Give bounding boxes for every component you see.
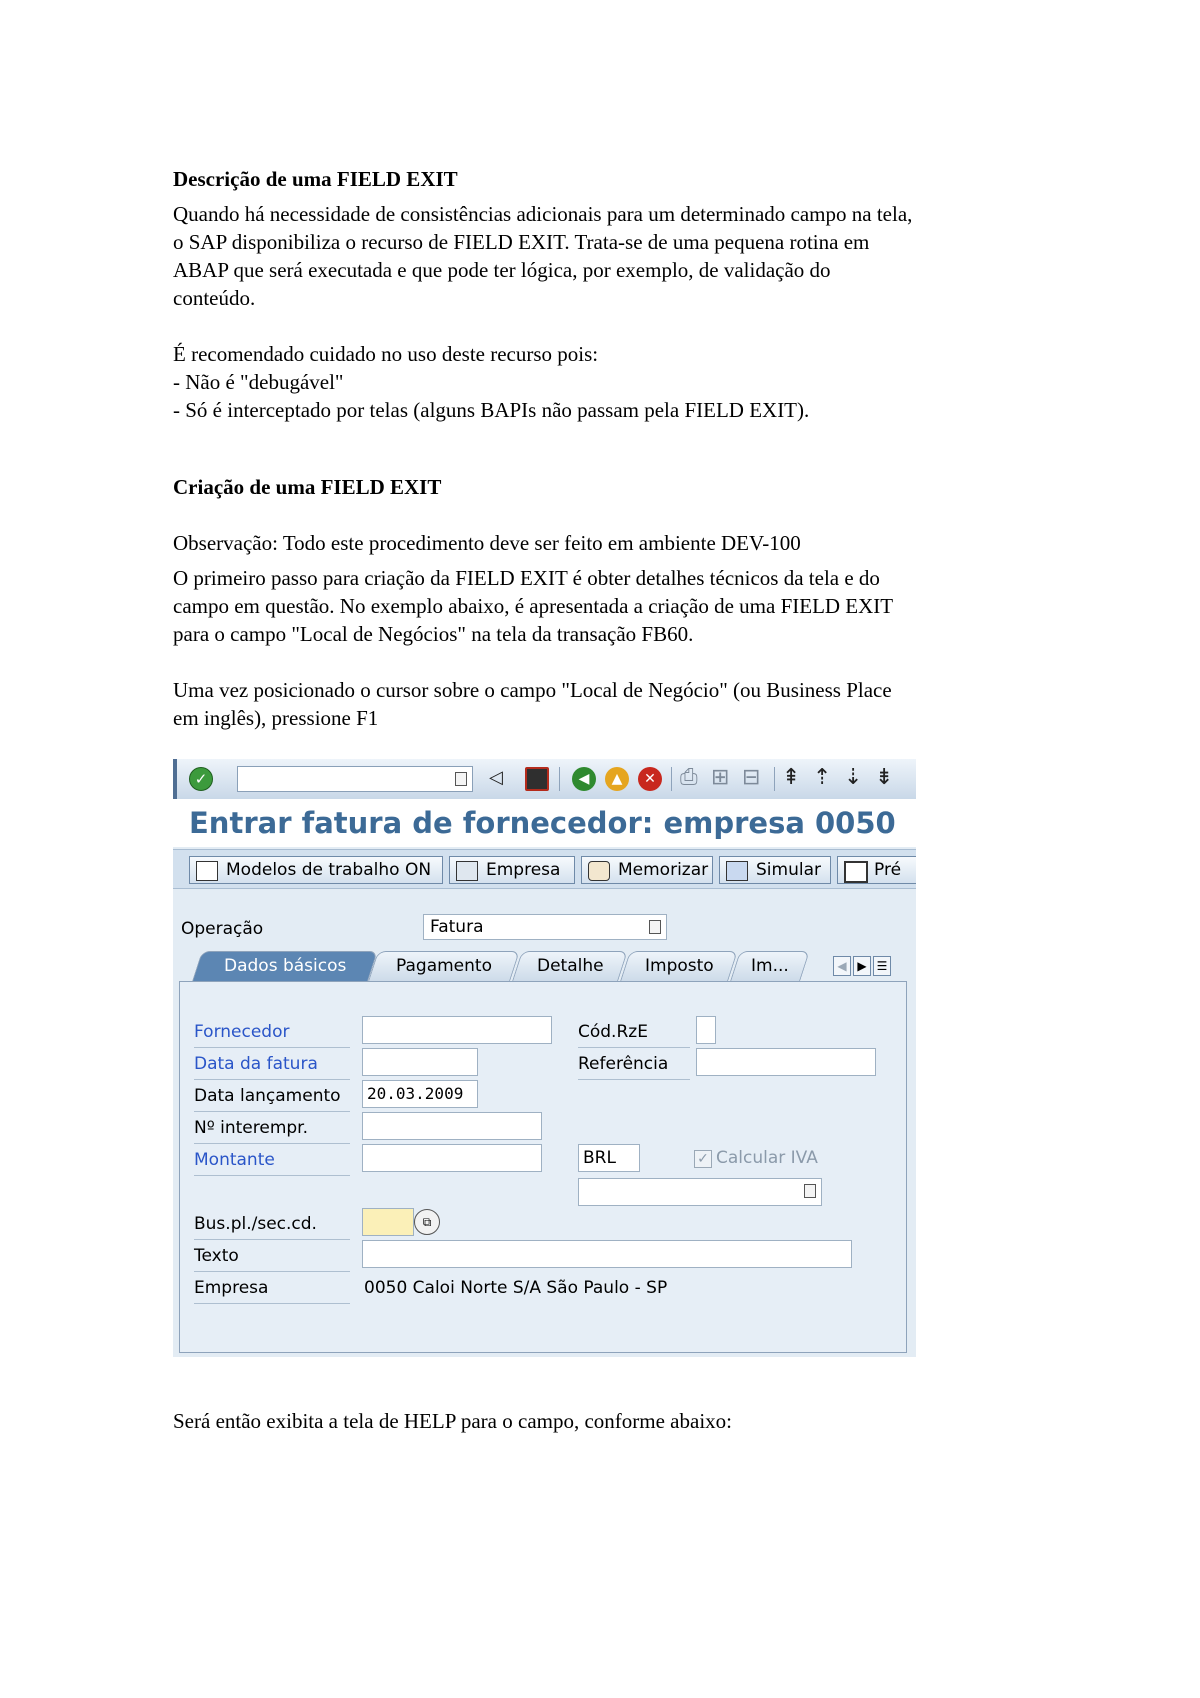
posting-date-label: Data lançamento bbox=[194, 1082, 350, 1112]
application-toolbar bbox=[173, 849, 916, 889]
list-item: - Não é "debugável" bbox=[173, 370, 344, 394]
posting-date-input[interactable] bbox=[362, 1080, 478, 1108]
tab-strip bbox=[173, 947, 916, 981]
text-line: O primeiro passo para criação da FIELD EXIT é obter detalhes técnicos da tela e do bbox=[173, 566, 880, 590]
tab-more[interactable] bbox=[730, 951, 810, 981]
templates-button-label: Modelos de trabalho ON bbox=[226, 860, 432, 880]
command-field[interactable] bbox=[237, 766, 473, 792]
simulate-button[interactable] bbox=[719, 856, 831, 884]
tab-tax[interactable] bbox=[620, 951, 738, 981]
company-button-label: Empresa bbox=[486, 860, 561, 880]
text-line: ABAP que será executada e que pode ter lógica, por exemplo, de validação do bbox=[173, 258, 831, 282]
text-input[interactable] bbox=[362, 1240, 852, 1268]
business-place-input[interactable] bbox=[362, 1208, 414, 1236]
calculate-tax-checkbox[interactable]: ✓ bbox=[694, 1150, 712, 1168]
toolbar-separator bbox=[671, 767, 672, 791]
list-item: - Só é interceptado por telas (alguns BAPIs não passam pela FIELD EXIT). bbox=[173, 398, 810, 422]
text-line: o SAP disponibiliza o recurso de FIELD EXIT. Trata-se de uma pequena rotina em bbox=[173, 230, 870, 254]
operation-value: Fatura bbox=[430, 917, 484, 937]
cancel-icon[interactable]: ✕ bbox=[638, 767, 662, 791]
exit-icon[interactable]: ▲ bbox=[605, 767, 629, 791]
paragraph-press-f1 bbox=[173, 676, 1043, 732]
bank-key-label: Cód.RzE bbox=[578, 1018, 690, 1048]
print-icon[interactable]: ⎙ bbox=[680, 765, 698, 790]
section-title-creation: Criação de uma FIELD EXIT bbox=[173, 475, 442, 499]
tab-scroll-right-icon[interactable]: ▶ bbox=[853, 956, 871, 976]
sap-screen bbox=[173, 759, 916, 1357]
invoice-date-input[interactable] bbox=[362, 1048, 478, 1076]
operation-label: Operação bbox=[181, 919, 264, 939]
save-icon[interactable] bbox=[525, 767, 549, 791]
text-line: conteúdo. bbox=[173, 286, 256, 310]
invoice-date-label: Data da fatura bbox=[194, 1050, 350, 1080]
paragraph-intro bbox=[173, 200, 1043, 312]
intercompany-input[interactable] bbox=[362, 1112, 542, 1140]
back-arrow-icon[interactable]: ◁ bbox=[489, 767, 503, 788]
park-button[interactable] bbox=[837, 856, 916, 884]
toolbar-separator bbox=[774, 767, 775, 791]
text-line: para o campo "Local de Negócios" na tela da transação FB60. bbox=[173, 622, 694, 646]
building-icon bbox=[456, 861, 478, 881]
last-page-icon[interactable]: ⇟ bbox=[875, 765, 894, 790]
simulate-icon bbox=[726, 861, 748, 881]
back-icon[interactable]: ◀ bbox=[572, 767, 596, 791]
toolbar-separator bbox=[559, 767, 560, 791]
hold-button[interactable] bbox=[581, 856, 713, 884]
standard-toolbar bbox=[173, 759, 916, 799]
text-line: campo em questão. No exemplo abaixo, é apresentada a criação de uma FIELD EXIT bbox=[173, 594, 894, 618]
previous-page-icon[interactable]: ⇡ bbox=[813, 765, 832, 790]
tab-label: Detalhe bbox=[536, 956, 604, 976]
currency-value: BRL bbox=[583, 1148, 616, 1168]
operation-select[interactable] bbox=[423, 914, 667, 940]
section-title-description: Descrição de uma FIELD EXIT bbox=[173, 167, 458, 191]
simulate-button-label: Simular bbox=[756, 860, 821, 880]
tab-scroll-left-icon[interactable]: ◀ bbox=[833, 956, 851, 976]
find-next-icon[interactable]: ⊟ bbox=[742, 765, 761, 790]
screen-title: Entrar fatura de fornecedor: empresa 0050 bbox=[173, 799, 916, 847]
first-page-icon[interactable]: ⇞ bbox=[782, 765, 801, 790]
posting-date-value: 20.03.2009 bbox=[367, 1084, 464, 1103]
tab-payment[interactable] bbox=[368, 951, 520, 981]
text-line: Uma vez posicionado o cursor sobre o campo "Local de Negócio" (ou Business Place bbox=[173, 678, 892, 702]
dropdown-icon[interactable] bbox=[455, 772, 467, 786]
paragraph-help-screen: Será então exibita a tela de HELP para o campo, conforme abaixo: bbox=[173, 1409, 732, 1433]
intercompany-label: Nº interempr. bbox=[194, 1114, 350, 1144]
hold-button-label: Memorizar bbox=[618, 860, 709, 880]
basic-data-panel bbox=[179, 981, 907, 1353]
text-line: em inglês), pressione F1 bbox=[173, 706, 379, 730]
templates-button[interactable] bbox=[189, 856, 443, 884]
find-icon[interactable]: ⊞ bbox=[711, 765, 730, 790]
reference-label: Referência bbox=[578, 1050, 690, 1080]
tab-label: Imposto bbox=[644, 956, 714, 976]
dropdown-icon[interactable] bbox=[804, 1184, 816, 1198]
tab-detail[interactable] bbox=[512, 951, 628, 981]
tab-basic-data[interactable] bbox=[192, 951, 378, 981]
company-label: Empresa bbox=[194, 1274, 350, 1304]
business-place-label: Bus.pl./sec.cd. bbox=[194, 1210, 350, 1240]
company-value: 0050 Caloi Norte S/A São Paulo - SP bbox=[364, 1278, 668, 1298]
dropdown-icon[interactable] bbox=[649, 920, 661, 934]
bank-key-input[interactable] bbox=[696, 1016, 716, 1044]
amount-label: Montante bbox=[194, 1146, 350, 1176]
reference-input[interactable] bbox=[696, 1048, 876, 1076]
tree-icon bbox=[196, 861, 218, 881]
text-line: É recomendado cuidado no uso deste recurso pois: bbox=[173, 342, 599, 366]
value-help-icon[interactable]: ⧉ bbox=[414, 1209, 440, 1235]
vendor-input[interactable] bbox=[362, 1016, 552, 1044]
park-icon bbox=[844, 861, 868, 883]
company-button[interactable] bbox=[449, 856, 575, 884]
amount-input[interactable] bbox=[362, 1144, 542, 1172]
paragraph-warnings bbox=[173, 340, 1043, 424]
enter-check-icon[interactable]: ✓ bbox=[189, 767, 213, 791]
tab-label: Im... bbox=[751, 956, 789, 976]
hand-icon bbox=[588, 861, 610, 881]
tax-code-select[interactable] bbox=[578, 1178, 822, 1206]
observation-note: Observação: Todo este procedimento deve ser feito em ambiente DEV-100 bbox=[173, 531, 801, 555]
paragraph-first-step bbox=[173, 564, 1043, 648]
tab-label: Dados básicos bbox=[223, 956, 347, 976]
currency-input[interactable] bbox=[578, 1144, 640, 1172]
vendor-label: Fornecedor bbox=[194, 1018, 350, 1048]
tab-list-icon[interactable]: ☰ bbox=[873, 956, 891, 976]
calculate-tax-label: Calcular IVA bbox=[716, 1148, 818, 1168]
park-button-label: Pré bbox=[874, 860, 902, 880]
next-page-icon[interactable]: ⇣ bbox=[844, 765, 863, 790]
tab-label: Pagamento bbox=[396, 956, 492, 976]
text-label: Texto bbox=[194, 1242, 350, 1272]
text-line: Quando há necessidade de consistências adicionais para um determinado campo na tela, bbox=[173, 202, 913, 226]
